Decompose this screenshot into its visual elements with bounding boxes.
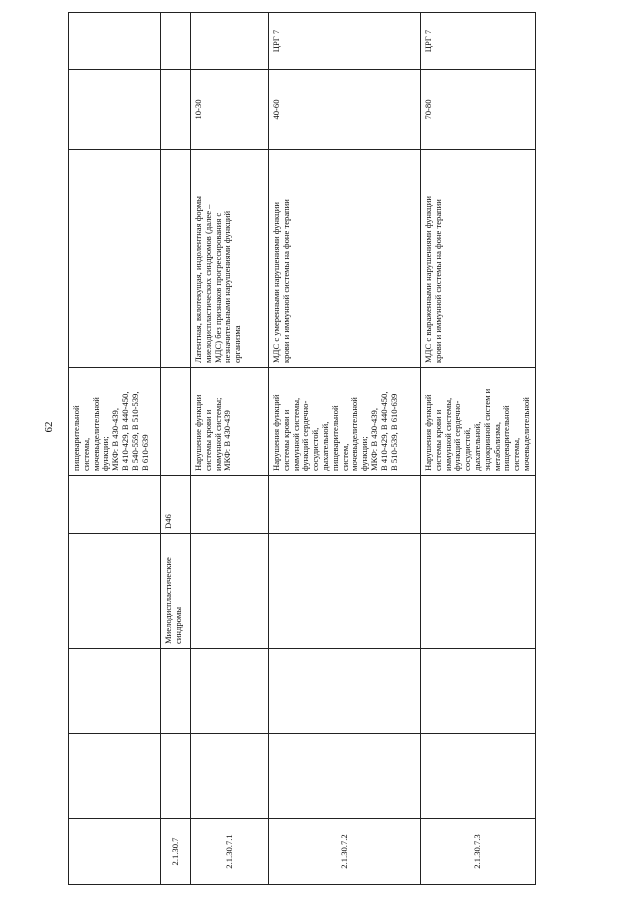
row-col2	[269, 734, 421, 819]
row-criteria: Латентная, вялотекущая, индолентная формы миелодиспластических синдромов (далее – МДС) без признаков прогрессирования с незначительными нарушениями функций организма	[191, 150, 269, 368]
row-col3	[191, 649, 269, 734]
row-criteria: МДС с умеренными нарушениями функции крови и иммунной системы на фоне терапии	[269, 150, 421, 368]
row-functions: Нарушения функций системы крови и иммунной системы, функций сердечно- сосудистой, дыхательной, пищеварительной систем, мочевыделительной функции; МКФ: B 430-439, B 410-429, B 440-450, B 510-539, B 610-639	[269, 368, 421, 476]
row-col2	[161, 734, 191, 819]
row-percent	[69, 70, 161, 150]
row-extra	[191, 13, 269, 70]
row-percent: 40-60	[269, 70, 421, 150]
row-col3	[161, 649, 191, 734]
row-code	[69, 819, 161, 885]
row-icd	[191, 476, 269, 534]
row-col2	[191, 734, 269, 819]
row-percent	[161, 70, 191, 150]
row-criteria: МДС с выраженными нарушениями функции крови и иммунной системы на фоне терапии	[421, 150, 536, 368]
row-code: 2.1.30.7.3	[421, 819, 536, 885]
row-col2	[421, 734, 536, 819]
page-number: 62	[43, 421, 55, 433]
row-criteria	[161, 150, 191, 368]
row-name	[69, 534, 161, 649]
row-col3	[421, 649, 536, 734]
row-icd	[69, 476, 161, 534]
row-code: 2.1.30.7.2	[269, 819, 421, 885]
row-name	[269, 534, 421, 649]
row-icd	[269, 476, 421, 534]
row-code: 2.1.30.7	[161, 819, 191, 885]
table-row	[161, 13, 191, 885]
classification-table	[68, 12, 536, 885]
row-name	[191, 534, 269, 649]
row-extra	[161, 13, 191, 70]
table-row	[191, 13, 269, 885]
row-name: Миелодиспластические синдромы	[161, 534, 191, 649]
row-col3	[269, 649, 421, 734]
row-name	[421, 534, 536, 649]
row-col2	[69, 734, 161, 819]
row-percent: 10-30	[191, 70, 269, 150]
row-col3	[69, 649, 161, 734]
row-extra: ЦРГ 7	[421, 13, 536, 70]
rotated-table-container	[68, 13, 531, 885]
table-row	[269, 13, 421, 885]
row-percent: 70-80	[421, 70, 536, 150]
table-row	[421, 13, 536, 885]
row-functions: Нарушения функций системы крови и иммунной системы, функций сердечно- сосудистой, дыхательной, эндокринной систем и метаболизма, пищеварительной системы, мочевыделительной	[421, 368, 536, 476]
row-extra: ЦРГ 7	[269, 13, 421, 70]
row-functions: Нарушение функции системы крови и иммунной системы; МКФ: B 430-439	[191, 368, 269, 476]
row-functions: пищеварительной системы, мочевыделительной функции; МКФ: B 430-439, B 410-429, B 440-450, B 540-559, B 510-539, B 610-639	[69, 368, 161, 476]
row-icd: D46	[161, 476, 191, 534]
row-icd	[421, 476, 536, 534]
row-criteria	[69, 150, 161, 368]
row-extra	[69, 13, 161, 70]
row-code: 2.1.30.7.1	[191, 819, 269, 885]
table-row	[69, 13, 161, 885]
row-functions	[161, 368, 191, 476]
